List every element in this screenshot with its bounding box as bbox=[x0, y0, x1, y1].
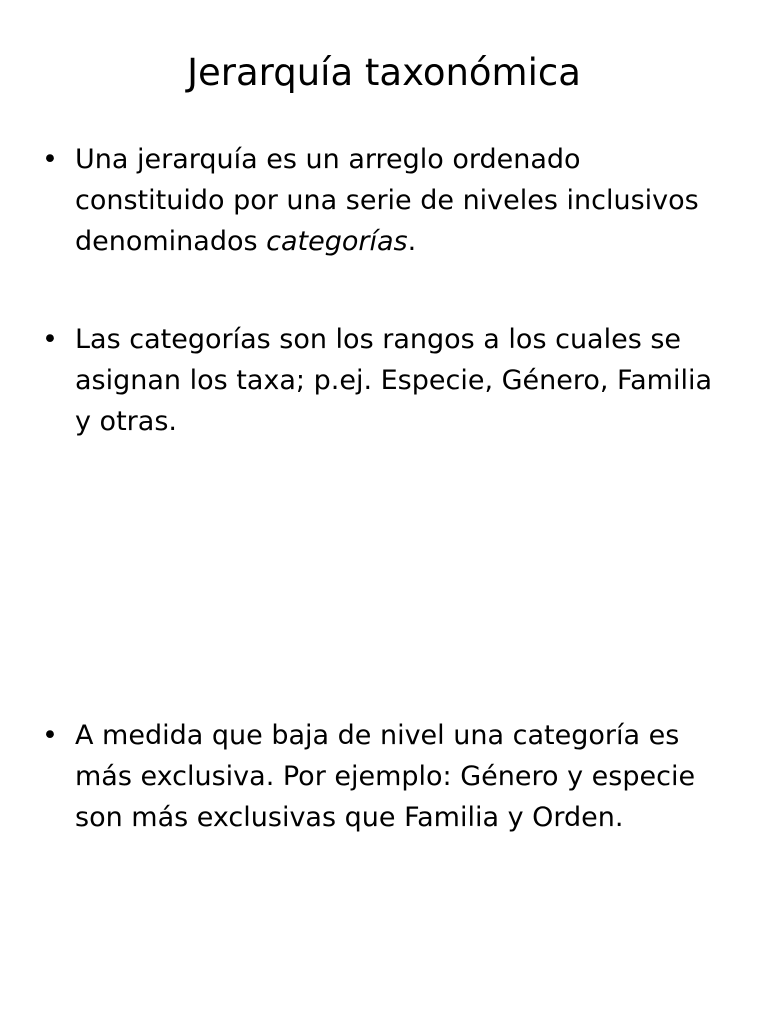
slide-title: Jerarquía taxonómica bbox=[187, 51, 581, 94]
bullet-item-1 bbox=[42, 139, 732, 262]
bullet-text-suffix: . bbox=[407, 226, 417, 257]
emphasized-term: categorías bbox=[266, 226, 408, 257]
bullet-icon: • bbox=[42, 720, 58, 751]
bullet-icon: • bbox=[42, 324, 58, 355]
bullet-text: Las categorías son los rangos a los cuales se asignan los taxa; p.ej. Especie, Género, Familia y otras. bbox=[75, 324, 713, 437]
bullet-item-2 bbox=[42, 319, 732, 442]
bullet-item-3 bbox=[42, 715, 732, 838]
bullet-text bbox=[75, 139, 732, 262]
bullet-text-main: Una jerarquía es un arreglo ordenado constituido por una serie de niveles inclusivos denominados bbox=[75, 144, 699, 257]
bullet-icon: • bbox=[42, 144, 58, 175]
bullet-text: A medida que baja de nivel una categoría es más exclusiva. Por ejemplo: Género y especie son más exclusivas que Familia y Orden. bbox=[75, 720, 696, 833]
